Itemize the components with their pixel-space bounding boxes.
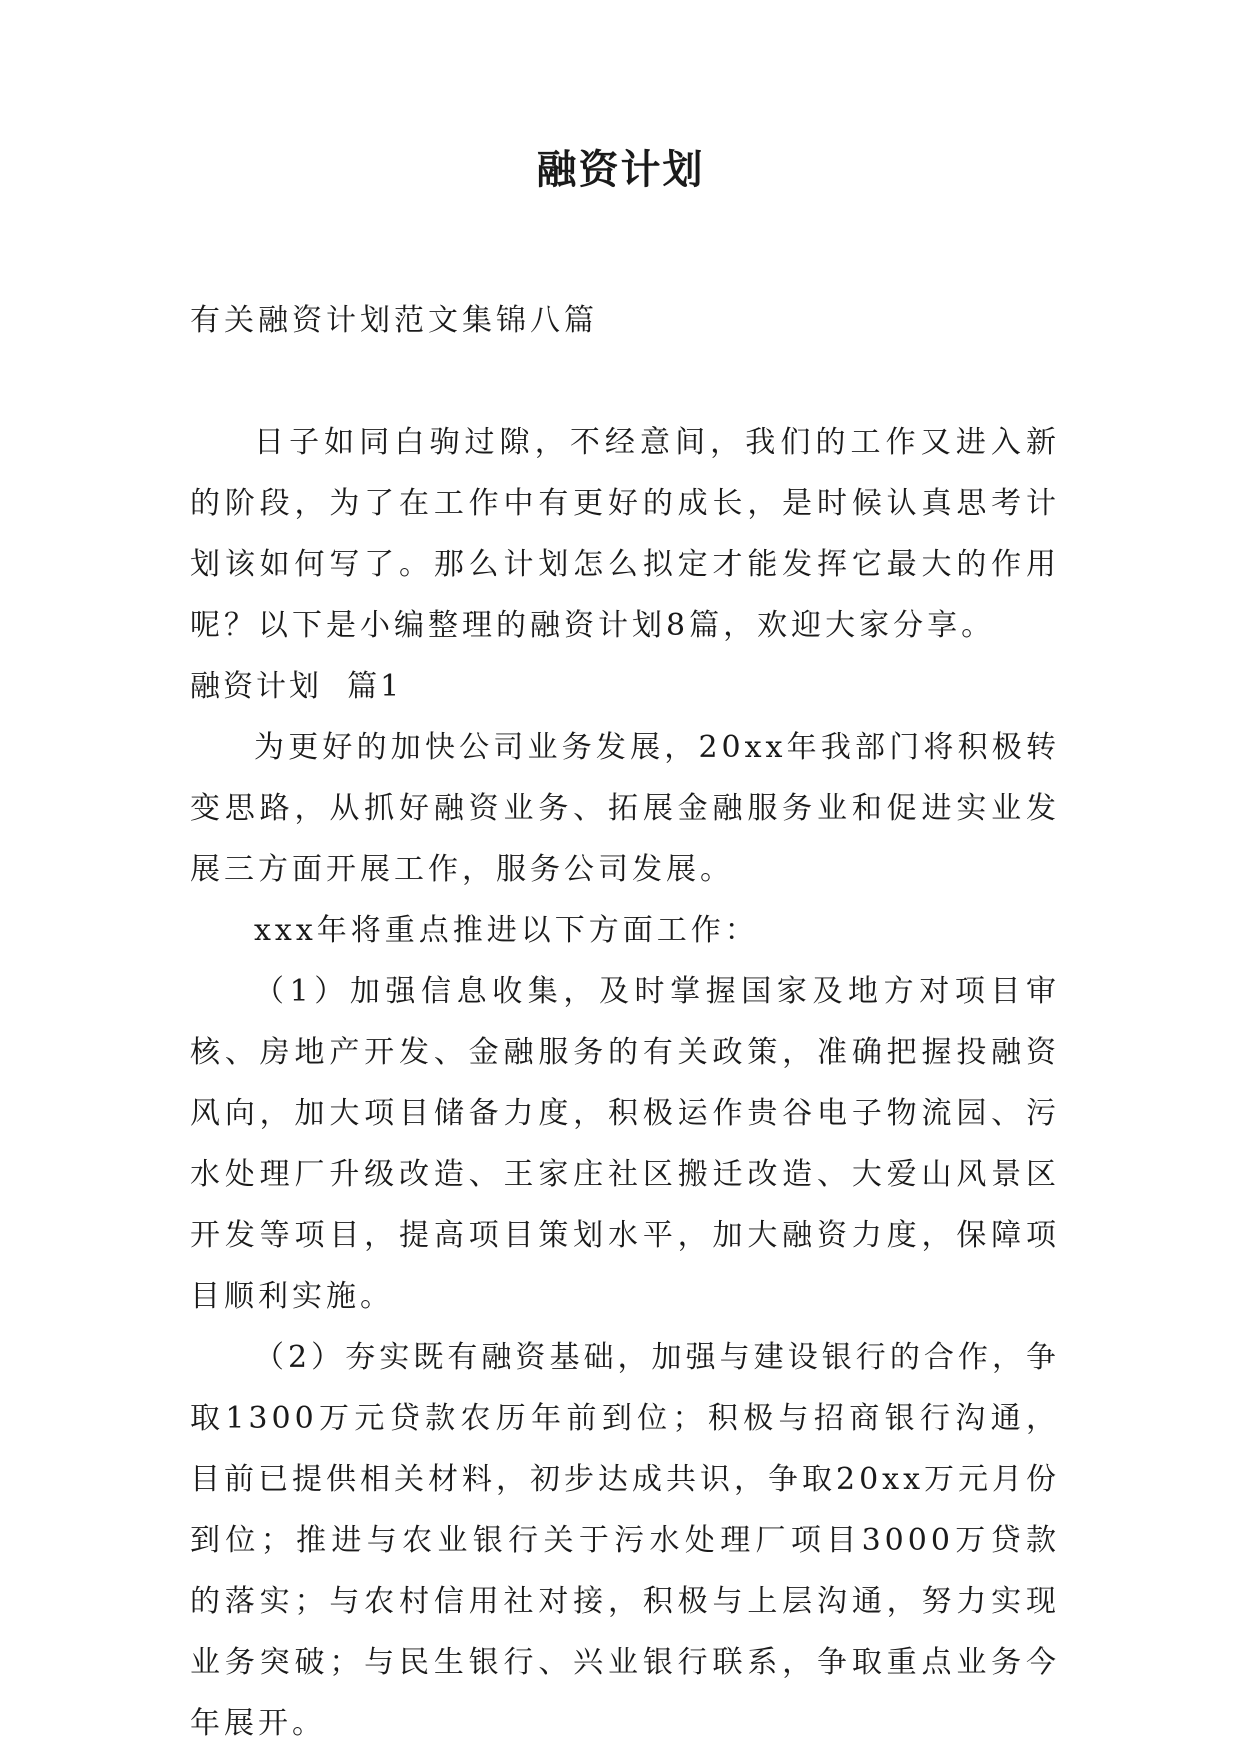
body-paragraph-2: xxx年将重点推进以下方面工作： xyxy=(254,913,759,948)
body-paragraph-4: （2）夯实既有融资基础，加强与建设银行的合作，争取1300万元贷款农历年前到位；积极与招商银行沟通，目前已提供相关材料，初步达成共识，争取20xx万元月份到位；推进与农业银行关于污水处理厂项目3000万贷款的落实；与农村信用社对接，积极与上层沟通，努力实现业务突破；与民生银行、兴业银行联系，争取重点业务今年展开。 xyxy=(190,1340,1061,1741)
intro-paragraph: 日子如同白驹过隙，不经意间，我们的工作又进入新的阶段，为了在工作中有更好的成长，是时候认真思考计划该如何写了。那么计划怎么拟定才能发挥它最大的作用呢？以下是小编整理的融资计划8篇，欢迎大家分享。 xyxy=(190,425,1060,643)
document-title: 融资计划 xyxy=(536,147,705,193)
body-paragraph-3: （1）加强信息收集，及时掌握国家及地方对项目审核、房地产开发、金融服务的有关政策，准确把握投融资风向，加大项目储备力度，积极运作贵谷电子物流园、污水处理厂升级改造、王家庄社区搬迁改造、大爱山风景区开发等项目，提高项目策划水平，加大融资力度，保障项目顺利实施。 xyxy=(190,974,1060,1314)
document-subtitle: 有关融资计划范文集锦八篇 xyxy=(190,303,598,338)
document-body xyxy=(190,290,1060,1754)
body-paragraph-1: 为更好的加快公司业务发展，20xx年我部门将积极转变思路，从抓好融资业务、拓展金融服务业和促进实业发展三方面开展工作，服务公司发展。 xyxy=(190,730,1060,887)
section-heading: 融资计划 篇1 xyxy=(190,669,403,704)
